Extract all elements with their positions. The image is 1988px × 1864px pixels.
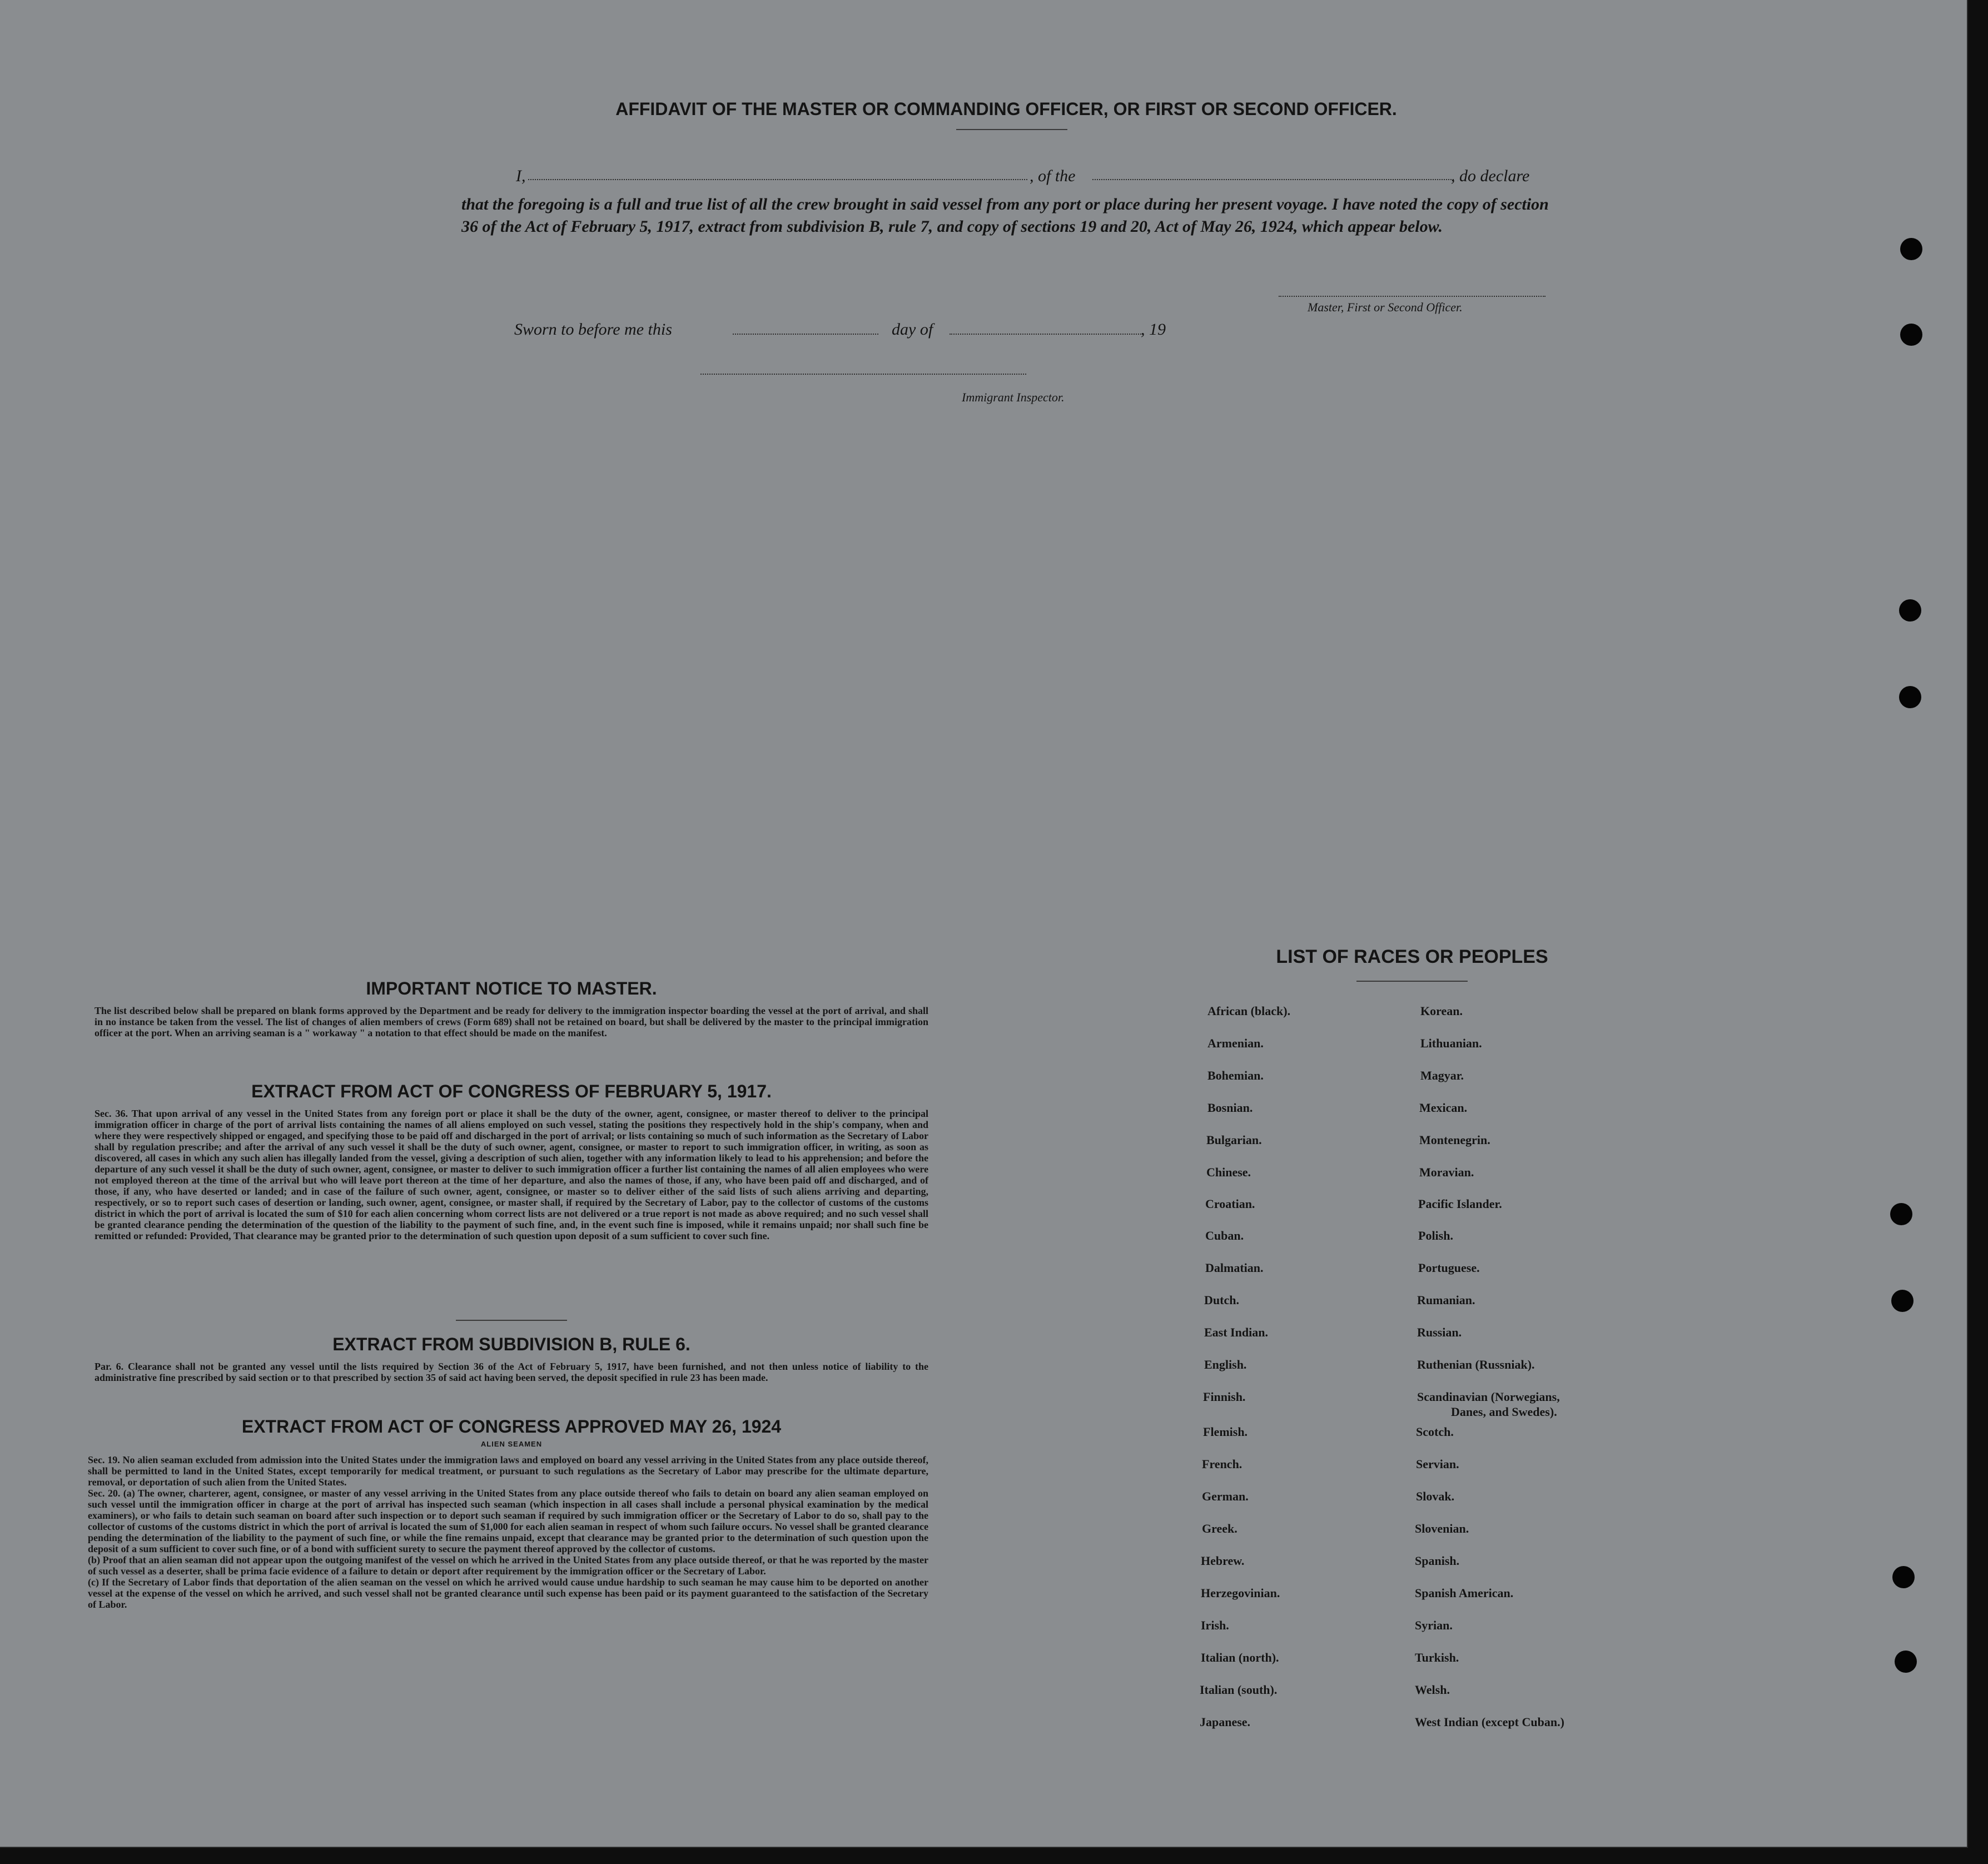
race-item: Spanish. [1415,1554,1460,1568]
race-item: Chinese. [1206,1165,1251,1179]
affidavit-body: that the foregoing is a full and true list of all the crew brought in said vessel from any port or place during her present voyage. I have noted the copy of section 36 of the Act of February 5, 1917, extract from subdivision B, rule 7, and copy of sections 19 and 20, Act of May 26, 1924, which appear below. [461,195,1549,236]
race-item: Bohemian. [1207,1068,1264,1082]
do-declare-label: , do declare [1451,167,1530,185]
sec-20b-text: (b) Proof that an alien seaman did not appear upon the outgoing manifest of the vessel on which he arrived in the United States from any place outside thereof, or that he was reported by the master of such vessel as a deserter, shall be prima facie evidence of a failure to detain or deport after requirement by the immigration officer or the Secretary of Labor. [88,1554,928,1577]
race-item: Armenian. [1207,1036,1264,1050]
race-item: Slovak. [1416,1489,1455,1503]
race-item: Bosnian. [1207,1101,1253,1115]
races-title: LIST OF RACES OR PEOPLES [1276,946,1548,967]
race-item: Korean. [1420,1004,1463,1018]
race-item: German. [1202,1489,1249,1503]
races-title-underline [1356,981,1468,982]
race-item: Russian. [1417,1325,1462,1339]
race-item: Croatian. [1205,1197,1255,1211]
punch-hole [1892,1566,1915,1588]
i-label: I, [516,167,526,185]
affidavit-title: AFFIDAVIT OF THE MASTER OR COMMANDING OFFICER, OR FIRST OR SECOND OFFICER. [615,99,1397,119]
inspector-signature-line[interactable] [700,374,1026,375]
race-item: Flemish. [1203,1425,1248,1439]
title-underline [956,129,1067,130]
race-item: Turkish. [1415,1651,1459,1664]
sec-20c-text: (c) If the Secretary of Labor finds that deportation of the alien seaman on the vessel on which he arrived would cause undue hardship to such seaman he may cause him to be deported on another vessel at the expense of the vessel on which he arrived, and such vessel shall not be granted clearance until such expense has been paid or its payment guaranteed to the satisfaction of the Secretary of Labor. [88,1577,928,1610]
race-item: Hebrew. [1201,1554,1245,1568]
race-item: Rumanian. [1417,1293,1475,1307]
punch-hole [1890,1203,1912,1225]
race-item: Servian. [1416,1457,1459,1471]
inspector-label: Immigrant Inspector. [962,390,1065,404]
punch-hole [1899,599,1921,622]
race-item: Pacific Islander. [1418,1197,1502,1211]
race-item: Montenegrin. [1419,1133,1490,1147]
day-of-label: day of [892,320,933,339]
race-item: Cuban. [1205,1229,1244,1242]
sworn-label: Sworn to before me this [514,320,672,339]
race-item: Polish. [1418,1229,1453,1242]
extract-1924-body [88,1454,928,1610]
race-item: Portuguese. [1418,1261,1480,1275]
punch-hole [1900,324,1922,346]
race-item: Moravian. [1419,1165,1474,1179]
race-item: West Indian (except Cuban.) [1415,1715,1564,1729]
race-item: Dalmatian. [1205,1261,1264,1275]
sec-19-text: Sec. 19. No alien seaman excluded from admission into the United States under the immigration laws and employed on board any vessel arriving in the United States from any place outside thereof, shall be permitted to land in the United States, except temporarily for medical treatment, or pursuant to such regulations as the Secretary of Labor may prescribe for the ultimate departure, removal, or deportation of such alien from the United States. [88,1454,928,1488]
notice-text: The list described below shall be prepared on blank forms approved by the Department and be ready for delivery to the immigration inspector boarding the vessel at the port of arrival, and shall in no instance be taken from the vessel. The list of changes of alien members of crews (Form 689) shall not be retained on board, but shall be delivered by the master to the principal immigration officer at the port. When an arriving seaman is a " workaway " a notation to that effect should be made on the manifest. [95,1005,928,1038]
race-item: Finnish. [1203,1390,1246,1404]
year-label: , 19 [1141,320,1166,339]
race-item: Herzegovinian. [1201,1586,1280,1600]
race-item: Mexican. [1419,1101,1468,1115]
race-item: Lithuanian. [1420,1036,1482,1050]
sworn-month-line[interactable] [950,334,1141,335]
punch-hole [1891,1290,1914,1312]
race-item: Irish. [1201,1618,1229,1632]
race-item: East Indian. [1204,1325,1268,1339]
extract-1924-title: EXTRACT FROM ACT OF CONGRESS APPROVED MAY 26, 1924 [241,1416,782,1436]
race-item: English. [1204,1358,1247,1371]
sworn-day-line[interactable] [733,334,878,335]
race-item: Italian (north). [1201,1651,1279,1664]
race-item: Italian (south). [1200,1683,1278,1697]
name-field-line[interactable] [528,179,1027,180]
race-item: Ruthenian (Russniak). [1417,1358,1535,1371]
race-item: Welsh. [1415,1683,1450,1697]
extract-1917-divider [456,1320,567,1321]
race-item: Bulgarian. [1206,1133,1262,1147]
race-item: Magyar. [1420,1068,1464,1082]
sec-20a-text: Sec. 20. (a) The owner, charterer, agent, consignee, or master of any vessel arriving in the United States from any place outside thereof who fails to detain on board any alien seaman employed on such vessel until the immigration officer in charge at the port of arrival has inspected such seaman (which inspection in all cases shall include a personal physical examination by the medical examiners), or who fails to detain such seaman on board after such inspection or to deport such seaman if required by such immigration officer or the Secretary of Labor to do so, shall pay to the collector of customs of the customs district in which the port of arrival is located the sum of $1,000 for each alien seaman in respect of whom such failure occurs. No vessel shall be granted clearance pending the determination of the liability to the payment of such fine, or while the fine remains unpaid, except that clearance may be granted prior to the determination of such question upon the deposit of a sum sufficient to cover such fine, or of a bond with sufficient surety to secure the payment thereof approved by the collector of customs. [88,1488,928,1554]
punch-hole [1900,238,1922,260]
race-item: Spanish American. [1415,1586,1514,1600]
master-signature-label: Master, First or Second Officer. [1308,300,1463,314]
punch-hole [1895,1651,1917,1673]
race-item: French. [1202,1457,1242,1471]
master-signature-line[interactable] [1279,296,1545,297]
race-item: Dutch. [1204,1293,1239,1307]
race-item: African (black). [1207,1004,1291,1018]
race-item: Danes, and Swedes). [1451,1405,1557,1419]
race-item: Greek. [1202,1522,1237,1535]
race-item: Syrian. [1415,1618,1453,1632]
of-the-label: , of the [1030,167,1076,185]
extract-1917-title: EXTRACT FROM ACT OF CONGRESS OF FEBRUARY 5, 1917. [251,1081,772,1101]
extract-1924-subtitle: ALIEN SEAMEN [480,1440,543,1448]
subdivision-title: EXTRACT FROM SUBDIVISION B, RULE 6. [332,1334,690,1354]
race-item: Scandinavian (Norwegians, [1417,1390,1560,1404]
punch-hole [1899,686,1921,708]
race-item: Slovenian. [1415,1522,1469,1535]
notice-title: IMPORTANT NOTICE TO MASTER. [366,978,657,998]
extract-1917-text: Sec. 36. That upon arrival of any vessel in the United States from any foreign port or place it shall be the duty of the owner, agent, consignee, or master thereof to deliver to the principal immigration officer in charge of the port of arrival lists containing the names of all aliens employed on such vessel, stating the positions they respectively hold in the ship's company, when and where they were respectively shipped or engaged, and specifying those to be paid off and discharged in the port of arrival; or lists containing so much of such information as the Secretary of Labor shall by regulation prescribe; and after the arrival of any such vessel it shall be the duty of such owner, agent, consignee, or master to report to such immigration officer, in writing, as soon as discovered, all cases in which any such alien has illegally landed from the vessel, giving a description of such alien, together with any information likely to lead to his apprehension; and before the departure of any such vessel it shall be the duty of such owner, agent, consignee, or master to deliver to such immigration officer a further list containing the names of all alien employees who were not employed thereon at the time of the arrival but who will leave port thereon at the time of her departure, and also the names of those, if any, who have been paid off and discharged, and of those, if any, who have deserted or landed; and in case of the failure of such owner, agent, consignee, or master so to deliver either of the said lists of such aliens arriving and departing, respectively, or so to report such cases of desertion or landing, such owner, agent, consignee, or master shall, if required by the Secretary of Labor, pay to the collector of customs of the customs district in which the port of arrival is located the sum of $10 for each alien concerning whom correct lists are not delivered or a true report is not made as above required; and no such vessel shall be granted clearance pending the determination of the question of the liability to the payment of such fine, and, in the event such fine is imposed, while it remains unpaid; nor shall such fine be remitted or refunded: Provided, That clearance may be granted prior to the determination of such question upon deposit of a sum sufficient to cover such fine. [95,1108,928,1241]
race-item: Japanese. [1200,1715,1251,1729]
vessel-field-line[interactable] [1092,179,1454,180]
race-item: Scotch. [1416,1425,1454,1439]
subdivision-text: Par. 6. Clearance shall not be granted any vessel until the lists required by Section 36 of the Act of February 5, 1917, have been furnished, and not then unless notice of liability to the administrative fine prescribed by said section or to that prescribed by section 35 of said act having been served, the deposit specified in rule 23 has been made. [95,1361,928,1383]
